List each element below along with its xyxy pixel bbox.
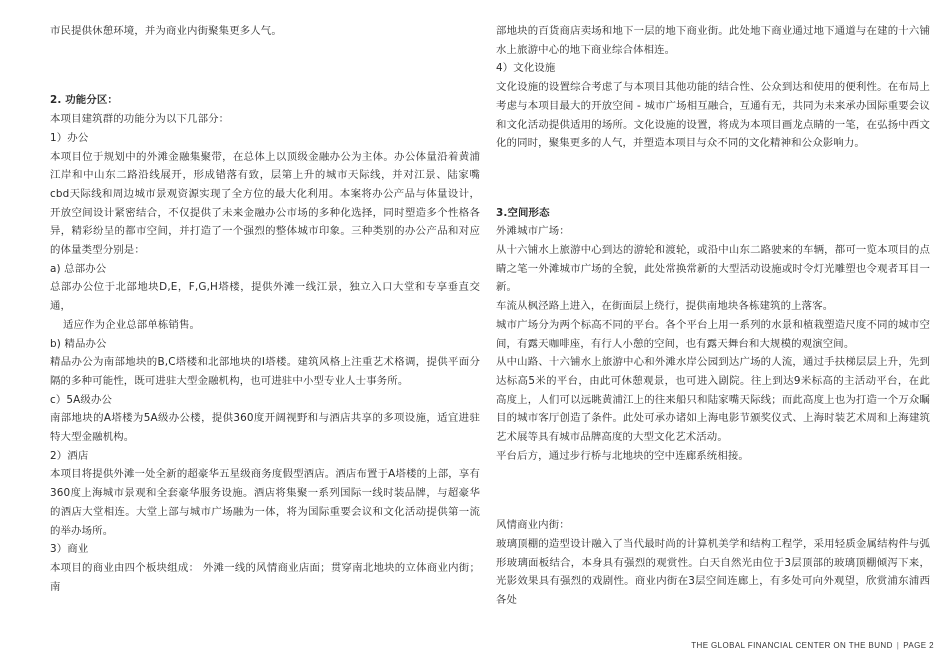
paragraph: b) 精品办公 [50,337,107,350]
paragraph: 部地块的百货商店卖场和地下一层的地下商业街。此处地下商业通过地下通道与在建的十六铺水上旅游中心的地下商业综合体相连。 [496,25,930,56]
paragraph: 1）办公 [50,131,89,144]
paragraph: 车流从枫泾路上进入，在街面层上绕行，提供南地块各栋建筑的上落客。 [496,300,834,313]
paragraph: c）5A级办公 [50,393,113,406]
paragraph: 风情商业内街： [496,519,570,532]
paragraph: 从十六铺水上旅游中心到达的游轮和渡轮，或沿中山东二路驶来的车辆，都可一览本项目的点睛之笔一外滩城市广场的全貌，此处常换常新的大型活动设施或时令灯光雕塑也令观者耳目一新。 [496,244,930,294]
paragraph: a) 总部办公 [50,262,107,275]
page-number: PAGE 2 [903,641,934,650]
paragraph: 适应作为企业总部单栋销售。 [63,318,201,331]
spacer [50,57,480,76]
paragraph: 玻璃顶棚的造型设计融入了当代最时尚的计算机美学和结构工程学，采用轻质金属结构件与弧形玻璃面板结合，本身具有强烈的观赏性。白天自然光由位于3层顶部的玻璃顶棚倾泻下来，光影效果具有强烈的戏剧性。商业内街在3层空间连廊上，有多处可向外观望，欣赏浦东浦西各处 [496,537,930,606]
paragraph: 3）商业 [50,543,89,556]
footer-title: THE GLOBAL FINANCIAL CENTER ON THE BUND [691,641,893,650]
paragraph: 4）文化设施 [496,62,556,75]
spacer [496,481,930,500]
footer-separator: | [896,641,900,650]
paragraph: 市民提供休憩环境，并为商业内街聚集更多人气。 [50,25,282,37]
paragraph: 文化设施的设置综合考虑了与本项目其他功能的结合性、公众到达和使用的便利性。在布局上考虑与本项目最大的开放空间 - 城市广场相互融合，互通有无，共同为未来承办国际重要会议和文化活动提供适用的场所。文化设施的设置，将成为本项目画龙点睛的一笔，在弘扬中西文化的同时，聚集更多的人气，并塑造本项目与众不同的文化精神和公众影响力。 [496,81,930,150]
paragraph: 本项目将提供外滩一处全新的超豪华五星级商务度假型酒店。酒店布置于A塔楼的上部，享有360度上海城市景观和全套豪华服务设施。酒店将集聚一系列国际一线时装品牌，与超豪华的酒店大堂相连。大堂上部与城市广场融为一体，将为国际重要会议和文化活动提供第一流的举办场所。 [50,468,480,537]
paragraph: 本项目建筑群的功能分为以下几部分： [50,113,230,126]
right-column [496,22,930,610]
paragraph: 精品办公为南部地块的B,C塔楼和北部地块的I塔楼。建筑风格上注重艺术格调，提供平面分隔的多种可能性，既可进驻大型金融机构，也可进驻中小型专业人士事务所。 [50,356,480,387]
left-column [50,22,480,596]
section-heading: 3.空间形态 [496,206,550,219]
paragraph: 本项目位于规划中的外滩金融集聚带，在总体上以顶级金融办公为主体。办公体量沿着黄浦江岸和中山东二路沿线展开，形成错落有致，层第上升的城市天际线，并对江景、陆家嘴cbd天际线和周边城市景观资源实现了全方位的最大化利用。本案将办公产品与体量设计，开放空间设计紧密结合，不仅提供了未来金融办公市场的多种化选择，同时塑造多个性格各异，精彩纷呈的都市空间，并打造了一个强烈的整体城市印象。三种类别的办公产品和对应的体量类型分别是： [50,150,480,257]
paragraph: 城市广场分为两个标高不同的平台。各个平台上用一系列的水景和植栽塑造尺度不同的城市空间，有露天咖啡座，有行人小憩的空间，也有露天舞台和大规模的观演空间。 [496,318,930,350]
paragraph: 本项目的商业由四个板块组成： 外滩一线的风情商业店面；贯穿南北地块的立体商业内街； 南 [50,561,480,593]
paragraph: 2）酒店 [50,449,89,462]
paragraph: 南部地块的A塔楼为5A级办公楼，提供360度开阔视野和与酒店共享的多项设施，适宜进驻特大型金融机构。 [50,412,480,444]
page-footer [691,641,934,650]
paragraph: 总部办公位于北部地块D,E，F,G,H塔楼，提供外滩一线江景，独立入口大堂和专享垂直交通， [50,281,480,313]
spacer [496,169,930,188]
paragraph: 平台后方，通过步行桥与北地块的空中连廊系统相接。 [496,449,749,462]
paragraph: 从中山路、十六铺水上旅游中心和外滩水岸公园到达广场的人流，通过手扶梯层层上升，先到达标高5米的平台，由此可休憩观景，也可进入剧院。往上到达9米标高的主活动平台，在此高度上，人们可以远眺黄浦江上的往来船只和陆家嘴天际线；而此高度上也为打造一个万众瞩目的城市客厅创造了条件。此处可承办诸如上海电影节颁奖仪式、上海时装艺术周和上海建筑艺术展等具有城市品牌高度的大型文化艺术活动。 [496,356,930,444]
paragraph: 外滩城市广场： [496,225,570,238]
section-heading: 2. 功能分区： [50,94,118,107]
